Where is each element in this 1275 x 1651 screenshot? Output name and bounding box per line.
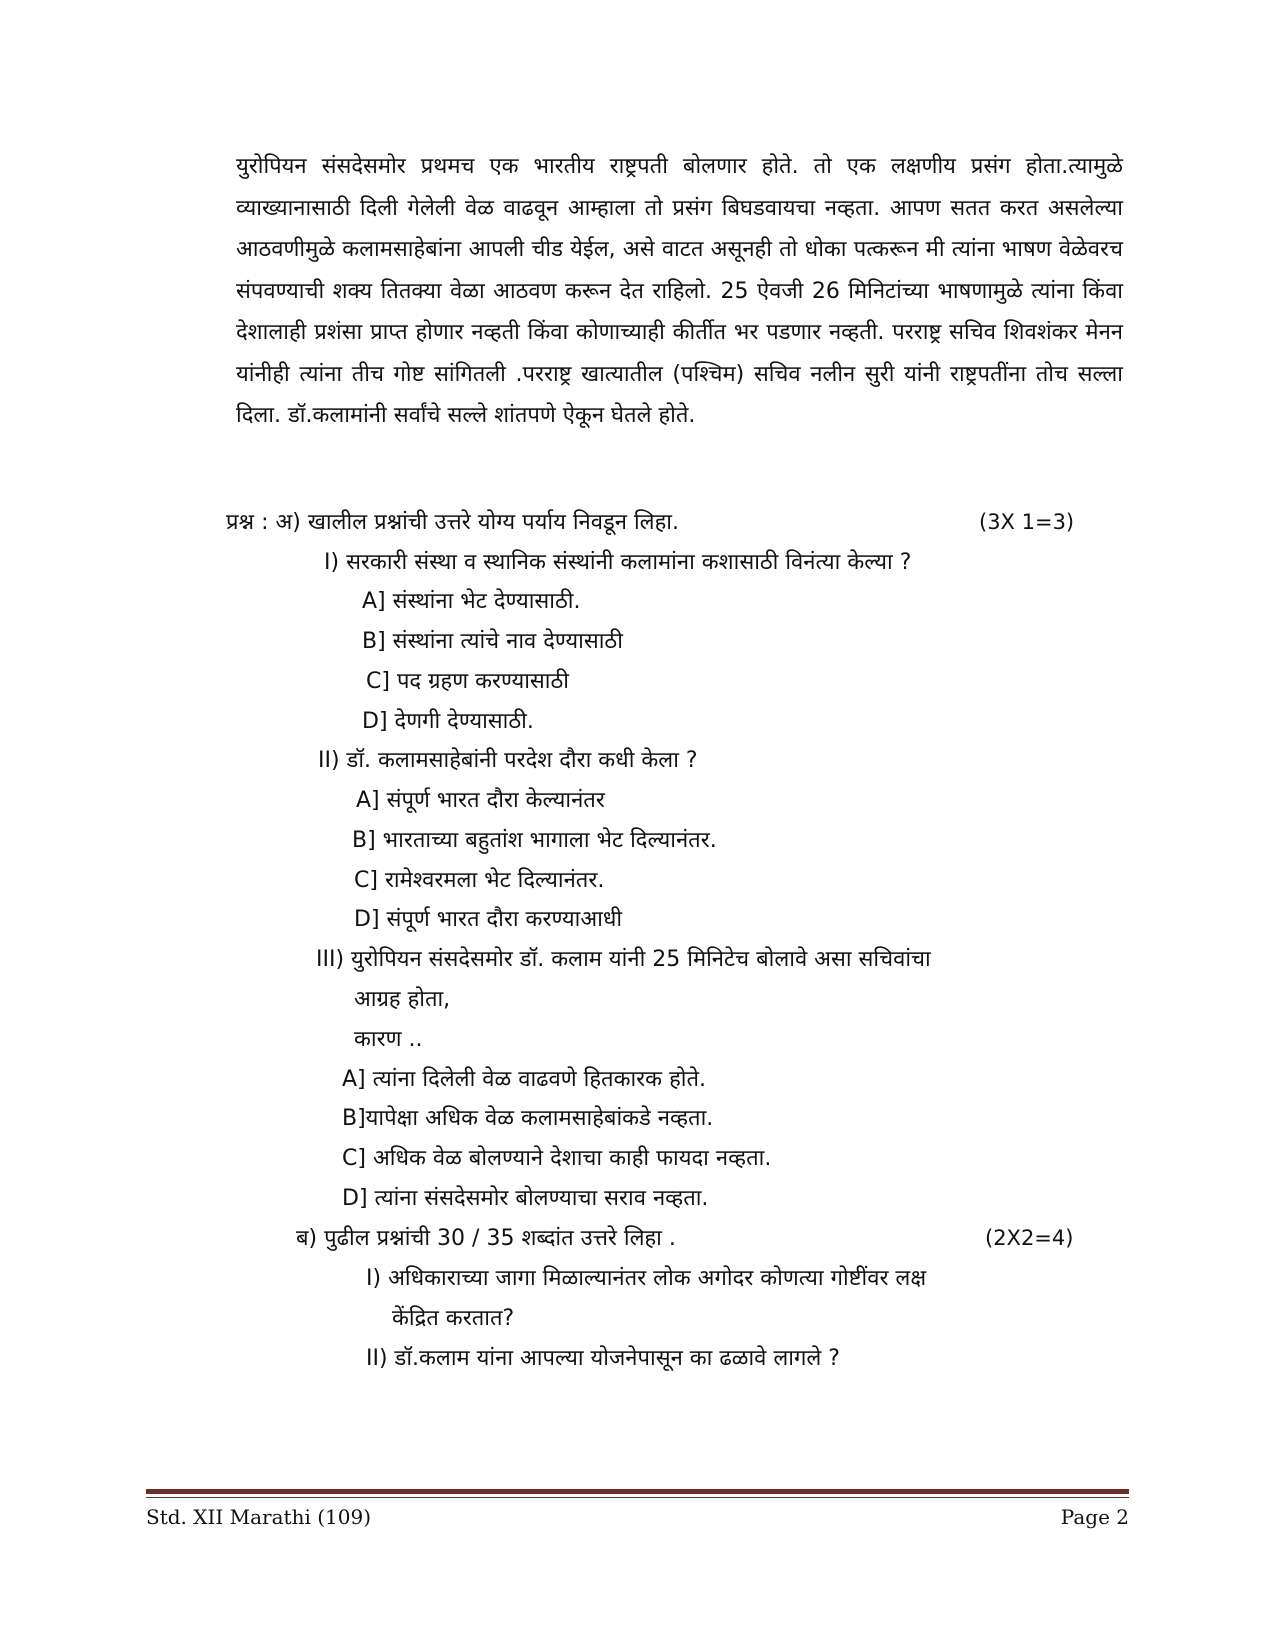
footer-page-number: Page 2 [1060, 1505, 1129, 1529]
question-b2: II) डॉ.कलाम यांना आपल्या योजनेपासून का ढळावे लागले ? [366, 1346, 840, 1371]
section-a-heading: प्रश्न : अ) खालील प्रश्नांची उत्तरे योग्य पर्याय निवडून लिहा. [226, 510, 679, 535]
question-a3-line1: III) युरोपियन संसदेसमोर डॉ. कलाम यांनी 25 मिनिटेच बोलावे असा सचिवांचा [316, 947, 931, 972]
passage-paragraph: युरोपियन संसदेसमोर प्रथमच एक भारतीय राष्ट्रपती बोलणार होते. तो एक लक्षणीय प्रसंग होता.त्यामुळे व्याख्यानासाठी दिली गेलेली वेळ वाढवून आम्हाला तो प्रसंग बिघडवायचा नव्हता. आपण सतत करत असलेल्या आठवणीमुळे कलामसाहेबांना आपली चीड येईल, असे वाटत असूनही तो धोका पत्करून मी त्यांना भाषण वेळेवरच संपवण्याची शक्य तितक्या वेळा आठवण करून देत राहिलो. 25 ऐवजी 26 मिनिटांच्या भाषणामुळे त्यांना किंवा देशालाही प्रशंसा प्राप्त होणार नव्हती किंवा कोणाच्याही कीर्तीत भर पडणार नव्हती. परराष्ट्र सचिव शिवशंकर मेनन यांनीही त्यांना तीच गोष्ट सांगितली .परराष्ट्र खात्यातील (पश्चिम) सचिव नलीन सुरी यांनी राष्ट्रपतींना तोच सल्ला दिला. डॉ.कलामांनी सर्वांचे सल्ले शांतपणे ऐकून घेतले होते. [236, 154, 1123, 428]
section-b-heading: ब) पुढील प्रश्नांची 30 / 35 शब्दांत उत्तरे लिहा . [296, 1226, 676, 1251]
q-a2-option-c: C] रामेश्वरमला भेट दिल्यानंतर. [354, 868, 605, 893]
question-a1: I) सरकारी संस्था व स्थानिक संस्थांनी कलामांना कशासाठी विनंत्या केल्या ? [324, 550, 912, 575]
question-b1-line1: I) अधिकाराच्या जागा मिळाल्यानंतर लोक अगोदर कोणत्या गोष्टींवर लक्ष [366, 1266, 927, 1291]
q-a3-option-b: B]यापेक्षा अधिक वेळ कलामसाहेबांकडे नव्हता. [342, 1106, 714, 1131]
q-a3-option-d: D] त्यांना संसदेसमोर बोलण्याचा सराव नव्हता. [342, 1186, 709, 1211]
section-b-marks: (2X2=4) [985, 1226, 1074, 1250]
q-a2-option-d: D] संपूर्ण भारत दौरा करण्याआधी [354, 907, 623, 932]
q-a3-option-a: A] त्यांना दिलेली वेळ वाढवणे हितकारक होते. [342, 1067, 706, 1092]
q-a2-option-a: A] संपूर्ण भारत दौरा केल्यानंतर [356, 788, 605, 813]
section-a-marks: (3X 1=3) [979, 510, 1075, 534]
q-a2-option-b: B] भारताच्या बहुतांश भागाला भेट दिल्यानंतर. [352, 828, 717, 853]
q-a1-option-a: A] संस्थांना भेट देण्यासाठी. [362, 589, 581, 614]
q-a1-option-b: B] संस्थांना त्यांचे नाव देण्यासाठी [362, 629, 623, 654]
footer-course-label: Std. XII Marathi (109) [146, 1505, 371, 1529]
question-a3-line3: कारण .. [354, 1027, 423, 1052]
q-a3-option-c: C] अधिक वेळ बोलण्याने देशाचा काही फायदा नव्हता. [342, 1146, 772, 1171]
q-a1-option-d: D] देणगी देण्यासाठी. [362, 709, 534, 734]
footer-rule-thin [146, 1497, 1129, 1498]
question-a2: II) डॉ. कलामसाहेबांनी परदेश दौरा कधी केला ? [318, 748, 698, 773]
q-a1-option-c: C] पद ग्रहण करण्यासाठी [366, 669, 569, 694]
question-a3-line2: आग्रह होता, [354, 987, 451, 1012]
footer-rule [146, 1489, 1129, 1494]
question-b1-line2: केंद्रित करतात? [392, 1306, 515, 1331]
